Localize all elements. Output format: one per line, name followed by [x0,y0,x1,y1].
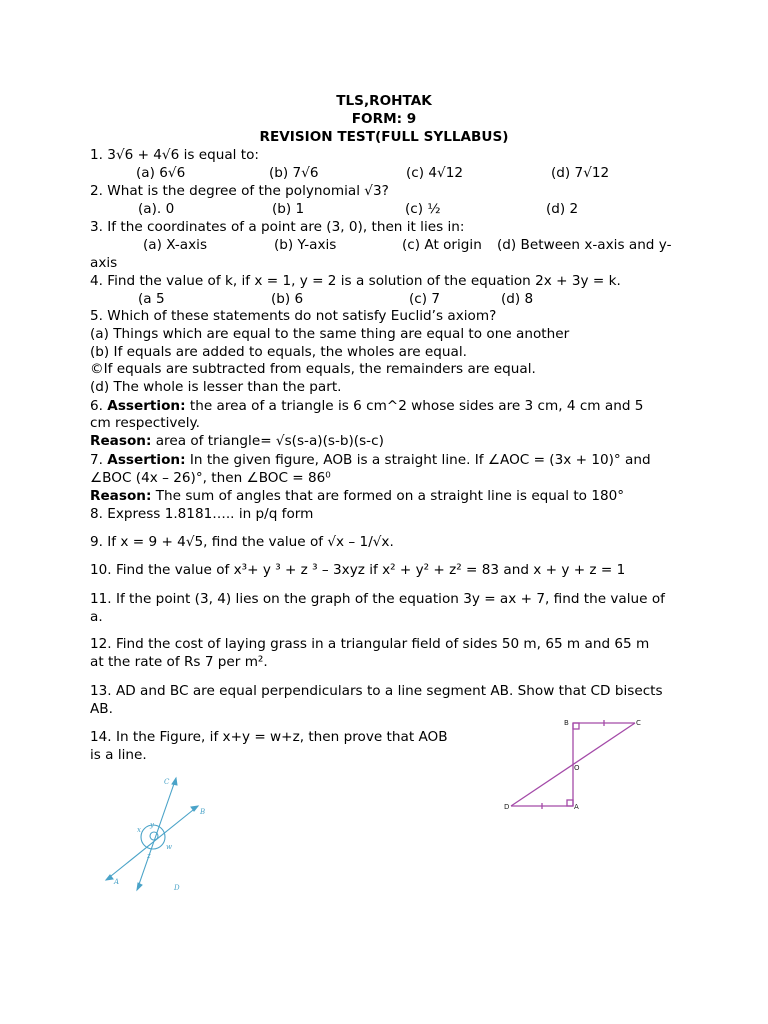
question-14-continued: is a line. [90,747,147,763]
question-7-assertion [90,451,651,469]
q7-reason-label: Reason: [90,488,152,504]
question-11: 11. If the point (3, 4) lies on the graph of the equation 3y = ax + 7, find the value of [90,591,665,607]
figure-left-lines [106,778,198,890]
question-14: 14. In the Figure, if x+y = w+z, then prove that AOB [90,729,448,745]
label-c: C [164,778,170,786]
q1-option-b: (b) 7√6 [269,165,319,181]
label-a: A [114,878,120,886]
arrow-d [137,883,142,890]
q7-assertion-continued: ∠BOC (4x – 26)°, then ∠BOC = 86⁰ [90,470,331,486]
question-12-continued: at the rate of Rs 7 per m². [90,654,268,670]
q2-option-b: (b) 1 [272,201,305,217]
q7-assertion-label: Assertion: [107,452,186,468]
question-5: 5. Which of these statements do not satisfy Euclid’s axiom? [90,308,497,324]
school-title: TLS,ROHTAK [336,93,432,109]
test-title: REVISION TEST(FULL SYLLABUS) [259,129,509,145]
question-6-assertion [90,397,643,415]
q6-assertion-label: Assertion: [107,398,186,414]
q6-reason-text: area of triangle= √s(s-a)(s-b)(s-c) [151,433,384,449]
q5-option-d: (d) The whole is lesser than the part. [90,379,342,395]
q2-option-c: (c) ½ [405,201,441,217]
question-2: 2. What is the degree of the polynomial √3? [90,183,389,199]
line-cod [137,778,176,890]
q2-option-a: (a). 0 [138,201,175,217]
q1-option-d: (d) 7√12 [551,165,610,181]
label-d: D [504,803,510,811]
figure-left-arrows [106,778,198,890]
q7-number: 7. [90,452,108,468]
label-o: O [574,764,580,772]
label-y: y [150,821,154,829]
question-13: 13. AD and BC are equal perpendiculars to a line segment AB. Show that CD bisects [90,683,663,699]
form-title: FORM: 9 [351,111,417,127]
q4-option-a: (a 5 [138,291,165,307]
label-d: D [174,884,180,892]
label-z: z [147,852,151,860]
label-b: B [200,808,206,816]
q3-option-d-continued: axis [90,255,118,271]
angle-marker [150,832,158,840]
label-c: C [636,719,641,727]
question-11-continued: a. [90,609,103,625]
q4-option-d: (d) 8 [501,291,534,307]
q3-option-a: (a) X-axis [143,237,208,253]
question-1: 1. 3√6 + 4√6 is equal to: [90,147,260,163]
question-13-continued: AB. [90,701,113,717]
q1-option-c: (c) 4√12 [406,165,464,181]
q6-number: 6. [90,398,108,414]
q7-assertion-text: In the given figure, AOB is a straight line. If ∠AOC = (3x + 10)° and [185,452,651,468]
q6-assertion-text: the area of a triangle is 6 cm^2 whose sides are 3 cm, 4 cm and 5 [185,398,644,414]
line-aob [106,806,198,880]
q5-option-a: (a) Things which are equal to the same thing are equal to one another [90,326,570,342]
q4-option-c: (c) 7 [409,291,441,307]
arrow-c [172,778,177,785]
figure-perpendiculars [466,712,678,816]
label-a: A [574,803,579,811]
q3-option-b: (b) Y-axis [274,237,337,253]
q3-option-c: (c) At origin [402,237,482,253]
q7-reason-text: The sum of angles that are formed on a straight line is equal to 180° [151,488,625,504]
q2-option-d: (d) 2 [546,201,579,217]
q4-option-b: (b) 6 [271,291,304,307]
question-4: 4. Find the value of k, if x = 1, y = 2 is a solution of the equation 2x + 3y = k. [90,273,621,289]
question-6-reason [90,432,384,450]
question-7-reason [90,487,624,505]
q5-option-c: ©If equals are subtracted from equals, the remainders are equal. [90,361,536,377]
question-9: 9. If x = 9 + 4√5, find the value of √x – 1/√x. [90,534,394,550]
label-w: w [166,843,172,851]
question-10: 10. Find the value of x³+ y ³ + z ³ – 3xyz if x² + y² + z² = 83 and x + y + z = 1 [90,562,626,578]
label-x: x [137,826,141,834]
q1-option-a: (a) 6√6 [136,165,186,181]
q6-assertion-continued: cm respectively. [90,415,200,431]
figure-intersecting-lines [100,772,212,898]
label-b: B [564,719,569,727]
q6-reason-label: Reason: [90,433,152,449]
q5-option-b: (b) If equals are added to equals, the wholes are equal. [90,344,467,360]
q3-option-d: (d) Between x-axis and y- [497,237,672,253]
question-8: 8. Express 1.8181….. in p/q form [90,506,314,522]
question-12: 12. Find the cost of laying grass in a triangular field of sides 50 m, 65 m and 65 m [90,636,650,652]
question-3: 3. If the coordinates of a point are (3, 0), then it lies in: [90,219,465,235]
